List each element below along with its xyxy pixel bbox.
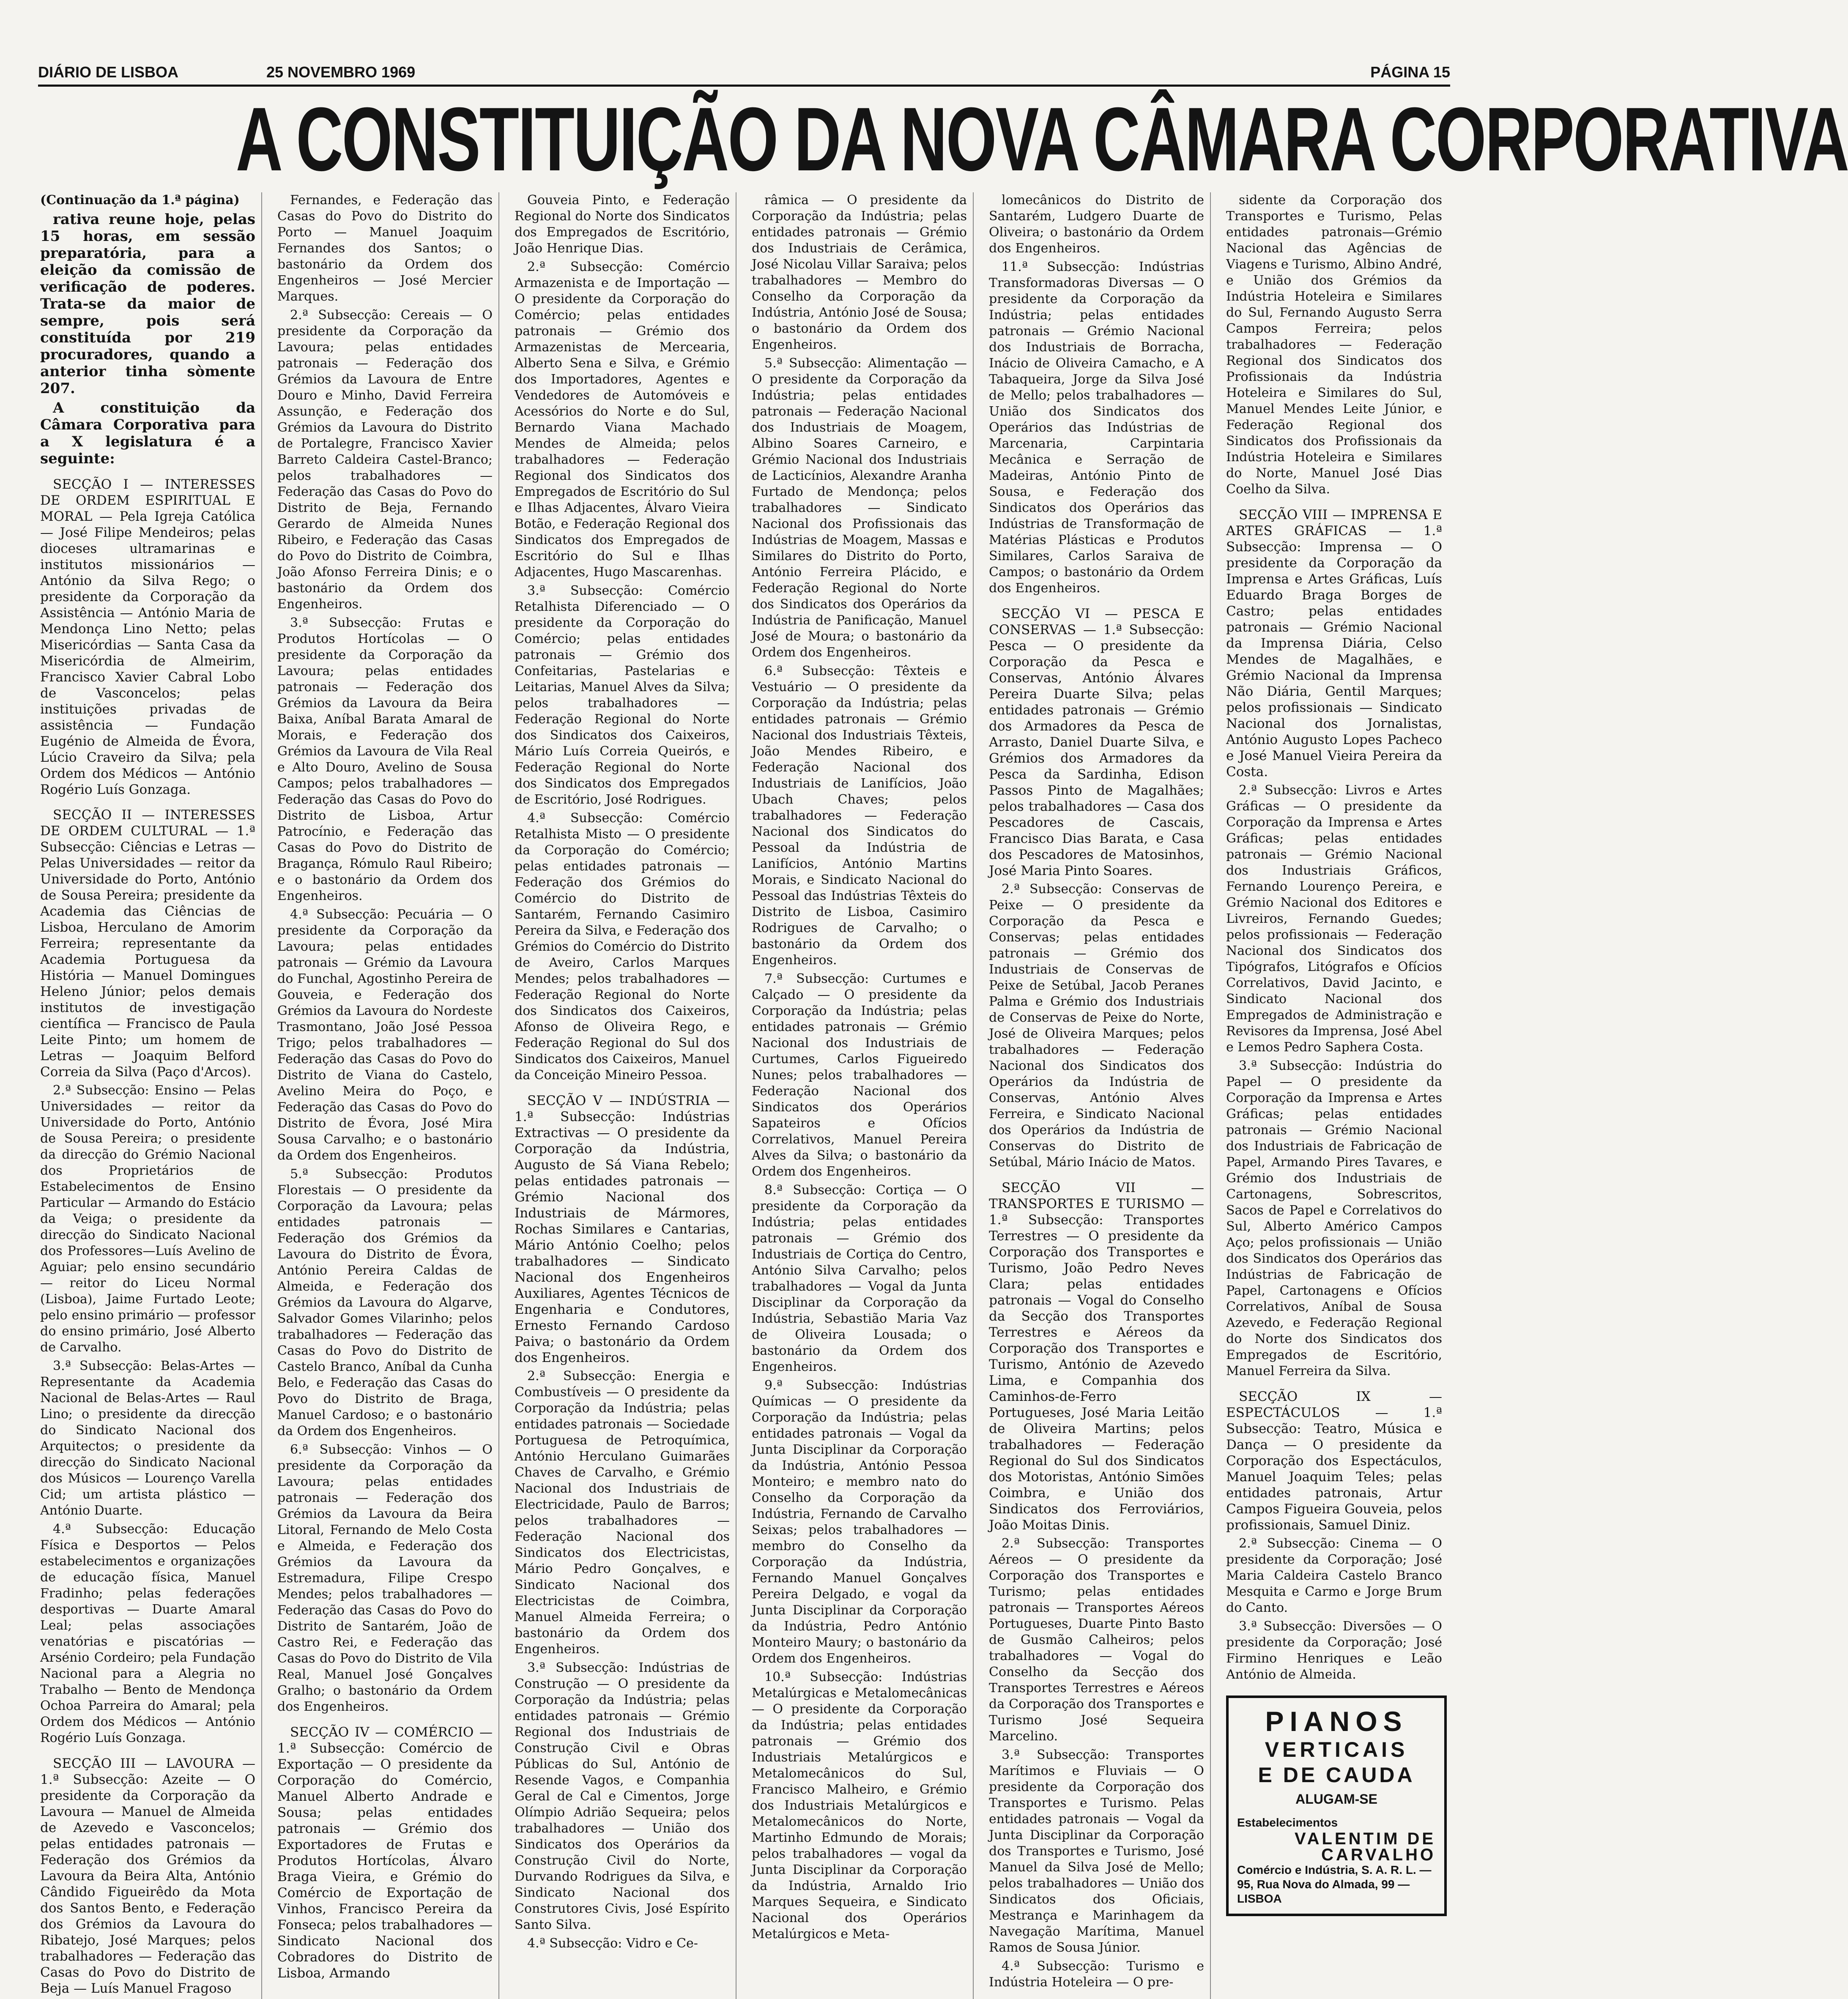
article-paragraph: 2.ª Subsecção: Cinema — O presidente da Corporação; José Maria Caldeira Castelo Branco Mesquita e Carmo e Jorge Brum do Canto. xyxy=(1226,1536,1442,1615)
masthead-rule xyxy=(38,85,1450,87)
article-paragraph: 3.ª Subsecção: Frutas e Produtos Hortícolas — O presidente da Corporação da Lavoura; pelas entidades patronais — Federação dos Grémios da Lavoura da Beira Baixa, Aníbal Barata Amaral de Morais, e Federação dos Grémios da Lavoura de Vila Real e Alto Douro, Avelino de Sousa Campos; pelos trabalhadores — Federação das Casas do Povo do Distrito de Lisboa, Artur Patrocínio, e Federação das Casas do Povo do Distrito de Bragança, Rómulo Raul Ribeiro; e o bastonário da Ordem dos Engenheiros. xyxy=(277,615,493,903)
ad-address: Comércio e Indústria, S. A. R. L. — 95, Rua Nova do Almada, 99 — LISBOA xyxy=(1237,1863,1432,1905)
article-paragraph: 6.ª Subsecção: Vinhos — O presidente da Corporação da Lavoura; pelas entidades patronais — Federação dos Grémios da Lavoura da Beira Litoral, Fernando de Melo Costa e Almeida, e Federação dos Grémios da Lavoura da Estremadura, Filipe Crespo Mendes; pelos trabalhadores — Federação das Casas do Povo do Distrito de Santarém, João de Castro Rei, e Federação das Casas do Povo do Distrito de Vila Real, Manuel José Gonçalves Gralho; o bastonário da Ordem dos Engenheiros. xyxy=(277,1442,493,1714)
article-paragraph: 11.ª Subsecção: Indústrias Transformadoras Diversas — O presidente da Corporação da Indústria; pelas entidades patronais — Grémio Nacional dos Industriais de Borracha, Inácio de Oliveira Camacho, e A Tabaqueira, Jorge da Silva José de Mello; pelos trabalhadores — União dos Sindicatos dos Operários das Indústrias de Marcenaria, Carpintaria Mecânica e Serração de Madeiras, António Pinto de Sousa, e Federação dos Sindicatos dos Operários das Indústrias de Transformação de Matérias Plásticas e Produtos Similares, Carlos Saraiva de Campos; o bastonário da Ordem dos Engenheiros. xyxy=(989,260,1204,596)
article-paragraph: 3.ª Subsecção: Diversões — O presidente da Corporação; José Firmino Henriques e Leão António de Almeida. xyxy=(1226,1619,1442,1682)
article-paragraph: 4.ª Subsecção: Vidro e Ce- xyxy=(527,1936,698,1951)
article-column-1 xyxy=(40,192,262,1999)
article-paragraph: A constituição da Câmara Corporativa para a X legislatura é a seguinte: xyxy=(40,399,255,467)
article-paragraph: (Continuação da 1.ª página) xyxy=(40,193,240,208)
article-paragraph: rativa reune hoje, pelas 15 horas, em sessão preparatória, para a eleição da comissão de verificação de poderes. Trata-se da maior de sempre, pois será constituída por 219 procuradores, quando a anterior tinha sòmente 207. xyxy=(40,211,255,397)
article-paragraph: 4.ª Subsecção: Pecuária — O presidente da Corporação da Lavoura; pelas entidades patronais — Grémio da Lavoura do Funchal, Agostinho Pereira de Gouveia, e Federação dos Grémios da Lavoura do Nordeste Trasmontano, João José Pessoa Trigo; pelos trabalhadores — Federação das Casas do Povo do Distrito de Viana do Castelo, Avelino Meira do Poço, e Federação das Casas do Povo do Distrito de Évora, José Mira Sousa Carvalho; e o bastonário da Ordem dos Engenheiros. xyxy=(277,907,493,1163)
article-paragraph: SECÇÃO VI — PESCA E CONSERVAS — 1.ª Subsecção: Pesca — O presidente da Corporação da Pesca e Conservas, António Álvares Pereira Duarte Silva; pelas entidades patronais — Grémio dos Armadores da Pesca de Arrasto, Daniel Duarte Silva, e Grémios dos Armadores da Pesca da Sardinha, Edison Passos Pinto de Magalhães; pelos trabalhadores — Casa dos Pescadores de Cascais, Francisco Dias Barata, e Casa dos Pescadores de Matosinhos, José Maria Pinto Soares. xyxy=(989,606,1204,878)
column-6-text xyxy=(1226,192,1442,1683)
article-paragraph: 8.ª Subsecção: Cortiça — O presidente da Corporação da Indústria; pelas entidades patronais — Grémio dos Industriais de Cortiça do Centro, António Silva Carvalho; pelos trabalhadores — Vogal da Junta Disciplinar da Corporação da Indústria, Sebastião Maria Vaz de Oliveira Lousada; o bastonário da Ordem dos Engenheiros. xyxy=(752,1183,967,1374)
article-paragraph: 7.ª Subsecção: Curtumes e Calçado — O presidente da Corporação da Indústria; pelas entidades patronais — Grémio Nacional dos Industriais de Curtumes, Carlos Figueiredo Nunes; pelos trabalhadores — Federação Nacional dos Sindicatos dos Operários Sapateiros e Ofícios Correlativos, Manuel Pereira Alves da Silva; o bastonário da Ordem dos Engenheiros. xyxy=(752,971,967,1179)
article-paragraph: SECÇÃO IV — COMÉRCIO — 1.ª Subsecção: Comércio de Exportação — O presidente da Corporação do Comércio, Manuel Alberto Andrade e Sousa; pelas entidades patronais — Grémio dos Exportadores de Frutas e Produtos Hortícolas, Álvaro Braga Vieira, e Grémio do Comércio de Exportação de Vinhos, Francisco Pereira da Fonseca; pelos trabalhadores — Sindicato Nacional dos Cobradores do Distrito de Lisboa, Armando xyxy=(277,1725,493,1981)
article-column-6 xyxy=(1226,192,1448,1999)
ad-company: VALENTIM DE CARVALHO xyxy=(1294,1829,1436,1864)
ad-offer: ALUGAM-SE xyxy=(1295,1791,1377,1807)
headline: A CONSTITUIÇÃO DA NOVA CÂMARA CORPORATIVA xyxy=(235,89,1848,190)
article-paragraph: 6.ª Subsecção: Têxteis e Vestuário — O presidente da Corporação da Indústria; pelas entidades patronais — Grémio Nacional dos Industriais Têxteis, João Mendes Ribeiro, e Federação Nacional dos Industriais de Lanifícios, João Ubach Chaves; pelos trabalhadores — Federação Nacional dos Sindicatos do Pessoal da Indústria de Lanifícios, António Martins Morais, e Sindicato Nacional do Pessoal das Indústrias Têxteis do Distrito de Lisboa, Casimiro Rodrigues de Carvalho; o bastonário da Ordem dos Engenheiros. xyxy=(752,664,967,968)
article-paragraph: 2.ª Subsecção: Livros e Artes Gráficas — O presidente da Corporação da Imprensa e Artes Gráficas; pelas entidades patronais — Grémio Nacional dos Industriais Gráficos, Fernando Lourenço Pereira, e Grémio Nacional dos Editores e Livreiros, Fernando Guedes; pelos profissionais — Federação Nacional dos Sindicatos dos Tipógrafos, Litógrafos e Ofícios Correlativos, David Jacinto, e Sindicato Nacional dos Empregados de Administração e Revisores da Imprensa, José Abel e Lemos Pedro Saphera Costa. xyxy=(1226,783,1442,1055)
article-paragraph: 2.ª Subsecção: Transportes Aéreos — O presidente da Corporação dos Transportes e Turismo; pelas entidades patronais — Transportes Aéreos Portugueses, Duarte Pinto Basto de Gusmão Calheiros; pelos trabalhadores — Vogal do Conselho da Secção dos Transportes Terrestres e Aéreos da Corporação dos Transportes e Turismo José Sequeira Marcelino. xyxy=(989,1536,1204,1744)
article-paragraph: 2.ª Subsecção: Comércio Armazenista e de Importação — O presidente da Corporação do Comércio; pelas entidades patronais — Grémio dos Armazenistas de Mercearia, Alberto Sena e Silva, e Grémio dos Importadores, Agentes e Vendedores de Automóveis e Acessórios do Norte e do Sul, Bernardo Viana Machado Mendes de Almeida; pelos trabalhadores — Federação Regional dos Sindicatos dos Empregados de Escritório do Sul e Ilhas Adjacentes, Álvaro Vieira Botão, e Federação Regional dos Sindicatos dos Empregados de Escritório do Sul e Ilhas Adjacentes, Hugo Mascarenhas. xyxy=(515,260,730,580)
article-paragraph: 10.ª Subsecção: Indústrias Metalúrgicas e Metalomecânicas — O presidente da Corporação da Indústria; pelas entidades patronais — Grémio dos Industriais Metalúrgicos e Metalomecânicos do Sul, Francisco Malheiro, e Grémio dos Industriais Metalúrgicos e Metalomecânicos do Norte, Martinho Edmundo de Morais; pelos trabalhadores — vogal da Junta Disciplinar da Corporação da Indústria, Arnaldo Irio Marques Sequeira, e Sindicato Nacional dos Operários Metalúrgicos e Meta- xyxy=(752,1670,967,1942)
issue-date: 25 NOVEMBRO 1969 xyxy=(266,63,416,81)
article-column-5 xyxy=(989,192,1211,1999)
ad-subtitle-1: VERTICAIS xyxy=(1265,1738,1408,1761)
article-columns xyxy=(40,192,1448,1996)
article-column-4 xyxy=(752,192,974,1999)
page-number: PÁGINA 15 xyxy=(1370,63,1450,81)
article-paragraph: SECÇÃO IX — ESPECTÁCULOS — 1.ª Subsecção: Teatro, Música e Dança — O presidente da Corporação dos Espectáculos, Manuel Joaquim Teles; pelas entidades patronais, Artur Campos Figueira Gouveia, pelos profissionais, Samuel Diniz. xyxy=(1226,1389,1442,1533)
article-paragraph: SECÇÃO III — LAVOURA — 1.ª Subsecção: Azeite — O presidente da Corporação da Lavoura — Manuel de Almeida de Azevedo e Vasconcelos; pelas entidades patronais — Federação dos Grémios da Lavoura da Beira Alta, António Cândido Figueirêdo da Mota dos Santos Bento, e Federação dos Grémios da Lavoura do Ribatejo, José Marques; pelos trabalhadores — Federação das Casas do Povo do Distrito de Beja — Luís Manuel Fragoso xyxy=(40,1756,255,1996)
article-paragraph: SECÇÃO I — INTERESSES DE ORDEM ESPIRITUAL E MORAL — Pela Igreja Católica — José Filipe Mendeiros; pelas dioceses ultramarinas e institutos missionários — António da Silva Rego; o presidente da Corporação da Assistência — António Maria de Mendonça Lino Netto; pelas Misericórdias — Santa Casa da Misericórdia de Almeirim, Francisco Xavier Cabral Lobo de Vasconcelos; pelas instituições privadas de assistência — Fundação Eugénio de Almeida de Évora, Lúcio Craveiro da Silva; pela Ordem dos Médicos — António Rogério Luís Gonzaga. xyxy=(40,477,255,797)
article-paragraph: sidente da Corporação dos Transportes e Turismo, Pelas entidades patronais—Grémio Nacional das Agências de Viagens e Turismo, Albino André, e União dos Grémios da Indústria Hoteleira e Similares do Sul, Fernando Augusto Serra Campos Ferreira; pelos trabalhadores — Federação Regional dos Sindicatos dos Profissionais da Indústria Hoteleira e Similares do Sul, Manuel Mendes Leite Júnior, e Federação Regional dos Sindicatos dos Profissionais da Indústria Hoteleira e Similares do Norte, Manuel José Dias Coelho da Silva. xyxy=(1226,193,1442,497)
article-paragraph: 3.ª Subsecção: Comércio Retalhista Diferenciado — O presidente da Corporação do Comércio; pelas entidades patronais — Grémio dos Confeitarias, Pastelarias e Leitarias, Manuel Alves da Silva; pelos trabalhadores — Federação Regional do Norte dos Sindicatos dos Caixeiros, Mário Luís Correia Queirós, e Federação Regional do Norte dos Sindicatos dos Empregados de Escritório, José Rodrigues. xyxy=(515,583,730,807)
article-paragraph: 2.ª Subsecção: Ensino — Pelas Universidades — reitor da Universidade do Porto, António de Sousa Pereira; o presidente da direcção do Grémio Nacional dos Proprietários de Estabelecimentos de Ensino Particular — Armando do Estácio da Veiga; o presidente da direcção do Sindicato Nacional dos Professores—Luís Avelino de Aguiar; pelo ensino secundário — reitor do Liceu Normal (Lisboa), Jaime Furtado Leote; pelo ensino primário — professor do ensino primário, José Alberto de Carvalho. xyxy=(40,1083,255,1355)
article-paragraph: 3.ª Subsecção: Belas-Artes — Representante da Academia Nacional de Belas-Artes — Raul Lino; o presidente da direcção do Sindicato Nacional dos Arquitectos; o presidente da direcção do Sindicato Nacional dos Músicos — Lourenço Varella Cid; um artista plástico — António Duarte. xyxy=(40,1359,255,1518)
article-paragraph: 3.ª Subsecção: Indústria do Papel — O presidente da Corporação da Imprensa e Artes Gráficas; pelas entidades patronais — Grémio Nacional dos Industriais de Fabricação de Papel, Armando Pires Tavares, e Grémio dos Industriais de Cartonagens, Sobrescritos, Sacos de Papel e Correlativos do Sul, Alberto Américo Campos Aço; pelos profissionais — União dos Sindicatos dos Operários das Indústrias de Fabricação de Papel, Cartonagens e Ofícios Correlativos, Aníbal de Sousa Azevedo, e Federação Regional do Norte dos Sindicatos dos Empregados de Escritório, Manuel Ferreira da Silva. xyxy=(1226,1058,1442,1378)
article-paragraph: 4.ª Subsecção: Educação Física e Desportos — Pelos estabelecimentos e organizações de educação física, Manuel Fradinho; pelas federações desportivas — Duarte Amaral Leal; pelas associações venatórias e piscatórias — Arsénio Cordeiro; pela Fundação Nacional para a Alegria no Trabalho — Bento de Mendonça Ochoa Parreira do Amaral; pela Ordem dos Médicos — António Rogério Luís Gonzaga. xyxy=(40,1522,255,1745)
article-paragraph: Fernandes, e Federação das Casas do Povo do Distrito do Porto — Manuel Joaquim Fernandes dos Santos; o bastonário da Ordem dos Engenheiros — José Mercier Marques. xyxy=(277,193,493,304)
article-paragraph: 2.ª Subsecção: Conservas de Peixe — O presidente da Corporação da Pesca e Conservas; pelas entidades patronais — Grémio dos Industriais de Conservas de Peixe de Setúbal, Jacob Peranes Palma e Grémio dos Industriais de Conservas de Peixe do Norte, José de Oliveira Marques; pelos trabalhadores — Federação Nacional dos Sindicatos dos Operários da Indústria de Conservas, António Alves Ferreira, e Sindicato Nacional dos Operários da Indústria de Conservas do Distrito de Setúbal, Mário Inácio de Matos. xyxy=(989,882,1204,1170)
article-paragraph: Gouveia Pinto, e Federação Regional do Norte dos Sindicatos dos Empregados de Escritório, João Henrique Dias. xyxy=(515,193,730,256)
article-paragraph: lomecânicos do Distrito de Santarém, Ludgero Duarte de Oliveira; o bastonário da Ordem dos Engenheiros. xyxy=(989,193,1204,256)
article-paragraph: 4.ª Subsecção: Turismo e Indústria Hoteleira — O pre- xyxy=(989,1959,1204,1990)
ad-label: Estabelecimentos xyxy=(1237,1816,1338,1829)
article-paragraph: SECÇÃO V — INDÚSTRIA — 1.ª Subsecção: Indústrias Extractivas — O presidente da Corporação da Indústria, Augusto de Sá Viana Rebelo; pelas entidades patronais — Grémio Nacional dos Industriais de Mármores, Rochas Similares e Cantarias, Mário António Coelho; pelos trabalhadores — Sindicato Nacional dos Engenheiros Auxiliares, Agentes Técnicos de Engenharia e Condutores, Ernesto Fernando Cardoso Paiva; o bastonário da Ordem dos Engenheiros. xyxy=(515,1093,730,1365)
article-paragraph: 5.ª Subsecção: Produtos Florestais — O presidente da Corporação da Lavoura; pelas entidades patronais — Federação dos Grémios da Lavoura do Distrito de Évora, António Pereira Caldas de Almeida, e Federação dos Grémios da Lavoura do Algarve, Salvador Gomes Vilarinho; pelos trabalhadores — Federação das Casas do Povo do Distrito de Castelo Branco, Aníbal da Cunha Belo, e Federação das Casas do Povo do Distrito de Braga, Manuel Cardoso; e o bastonário da Ordem dos Engenheiros. xyxy=(277,1167,493,1438)
ad-title: PIANOS xyxy=(1265,1706,1408,1737)
article-paragraph: 9.ª Subsecção: Indústrias Químicas — O presidente da Corporação da Indústria; pelas entidades patronais — Vogal da Junta Disciplinar da Corporação da Indústria, António Pessoa Monteiro; e membro nato do Conselho da Corporação da Indústria, Fernando de Carvalho Seixas; pelos trabalhadores — membro do Conselho da Corporação da Indústria, Fernando Manuel Gonçalves Pereira Delgado, e vogal da Junta Disciplinar da Corporação da Indústria, Pedro António Monteiro Maury; o bastonário da Ordem dos Engenheiros. xyxy=(752,1378,967,1666)
article-paragraph: 2.ª Subsecção: Cereais — O presidente da Corporação da Lavoura; pelas entidades patronais — Federação dos Grémios da Lavoura de Entre Douro e Minho, David Ferreira Assunção, e Federação dos Grémios da Lavoura do Distrito de Portalegre, Francisco Xavier Barreto Caldeira Castel-Branco; pelos trabalhadores — Federação das Casas do Povo do Distrito de Beja, Fernando Gerardo de Almeida Nunes Ribeiro, e Federação das Casas do Povo do Distrito de Coimbra, João Afonso Ferreira Dinis; e o bastonário da Ordem dos Engenheiros. xyxy=(277,308,493,612)
newspaper-name: DIÁRIO DE LISBOA xyxy=(38,63,179,81)
article-paragraph: 3.ª Subsecção: Transportes Marítimos e Fluviais — O presidente da Corporação dos Transportes e Turismo. Pelas entidades patronais — Vogal da Junta Disciplinar da Corporação dos Transportes e Turismo, José Manuel da Silva José de Mello; pelos trabalhadores — União dos Sindicatos dos Oficiais, Mestrança e Marinhagem da Navegação Marítima, Manuel Ramos de Sousa Júnior. xyxy=(989,1747,1204,1955)
article-column-3 xyxy=(515,192,736,1999)
article-paragraph: 2.ª Subsecção: Energia e Combustíveis — O presidente da Corporação da Indústria; pelas entidades patronais — Sociedade Portuguesa de Petroquímica, António Herculano Guimarães Chaves de Carvalho, e Grémio Nacional dos Industriais de Electricidade, Paulo de Barros; pelos trabalhadores — Federação Nacional dos Sindicatos dos Electricistas, Mário Pedro Gonçalves, e Sindicato Nacional dos Electricistas de Coimbra, Manuel Almeida Ferreira; o bastonário da Ordem dos Engenheiros. xyxy=(515,1369,730,1657)
article-paragraph: SECÇÃO VIII — IMPRENSA E ARTES GRÁFICAS — 1.ª Subsecção: Imprensa — O presidente da Corporação da Imprensa e Artes Gráficas, Luís Eduardo Braga Borges de Castro; pelas entidades patronais — Grémio Nacional da Imprensa Diária, Celso Mendes de Magalhães, e Grémio Nacional da Imprensa Não Diária, Gentil Marques; pelos profissionais — Sindicato Nacional dos Jornalistas, António Augusto Lopes Pacheco e José Manuel Vieira Pereira da Costa. xyxy=(1226,507,1442,779)
article-paragraph: 5.ª Subsecção: Alimentação — O presidente da Corporação da Indústria; pelas entidades patronais — Federação Nacional dos Industriais de Moagem, Albino Soares Carneiro, e Grémio Nacional dos Industriais de Lacticínios, Alexandre Aranha Furtado de Mendonça; pelos trabalhadores — Sindicato Nacional dos Profissionais das Indústrias de Moagem, Massas e Similares do Distrito do Porto, António Ferreira Plácido, e Federação Regional do Norte dos Sindicatos dos Operários da Indústria de Panificação, Manuel José de Moura; o bastonário da Ordem dos Engenheiros. xyxy=(752,356,967,660)
piano-advertisement xyxy=(1226,1695,1447,1916)
article-paragraph: râmica — O presidente da Corporação da Indústria; pelas entidades patronais — Grémio dos Industriais de Cerâmica, José Nicolau Villar Saraiva; pelos trabalhadores — Membro do Conselho da Corporação da Indústria, António José de Sousa; o bastonário da Ordem dos Engenheiros. xyxy=(752,193,967,352)
article-paragraph: 3.ª Subsecção: Indústrias de Construção — O presidente da Corporação da Indústria; pelas entidades patronais — Grémio Regional dos Industriais de Construção Civil e Obras Públicas do Sul, António de Resende Vagos, e Companhia Geral de Cal e Cimentos, Jorge Olímpio Adrião Sequeira; pelos trabalhadores — União dos Sindicatos dos Operários da Construção Civil do Norte, Durvando Rodrigues da Silva, e Sindicato Nacional dos Construtores Civis, José Espírito Santo Silva. xyxy=(515,1660,730,1932)
ad-subtitle-2: E DE CAUDA xyxy=(1258,1763,1415,1787)
article-paragraph: 4.ª Subsecção: Comércio Retalhista Misto — O presidente da Corporação do Comércio; pelas entidades patronais — Federação dos Grémios do Comércio do Distrito de Santarém, Fernando Casimiro Pereira da Silva, e Federação dos Grémios do Comércio do Distrito de Aveiro, Carlos Marques Mendes; pelos trabalhadores — Federação Regional do Norte dos Sindicatos dos Caixeiros, Afonso de Oliveira Rego, e Federação Regional do Sul dos Sindicatos dos Caixeiros, Manuel da Conceição Mineiro Pessoa. xyxy=(515,811,730,1083)
article-paragraph: SECÇÃO II — INTERESSES DE ORDEM CULTURAL — 1.ª Subsecção: Ciências e Letras — Pelas Universidades — reitor da Universidade do Porto, António de Sousa Pereira; presidente da Academia das Ciências de Lisboa, Herculano de Amorim Ferreira; representante da Academia Portuguesa da História — Manuel Domingues Heleno Júnior; pelos demais institutos de investigação científica — Francisco de Paula Leite Pinto; um homem de Letras — Joaquim Belford Correia da Silva (Paço d'Arcos). xyxy=(40,807,255,1080)
article-paragraph: SECÇÃO VII — TRANSPORTES E TURISMO — 1.ª Subsecção: Transportes Terrestres — O presidente da Corporação dos Transportes e Turismo, João Pedro Neves Clara; pelas entidades patronais — Vogal do Conselho da Secção dos Transportes Terrestres e Aéreos da Corporação dos Transportes e Turismo, António de Azevedo Lima, e Companhia dos Caminhos-de-Ferro Portugueses, José Maria Leitão de Oliveira Martins; pelos trabalhadores — Federação Regional do Sul dos Sindicatos dos Motoristas, António Simões Coimbra, e União dos Sindicatos dos Ferroviários, João Moitas Dinis. xyxy=(989,1180,1204,1533)
article-column-2 xyxy=(277,192,499,1999)
